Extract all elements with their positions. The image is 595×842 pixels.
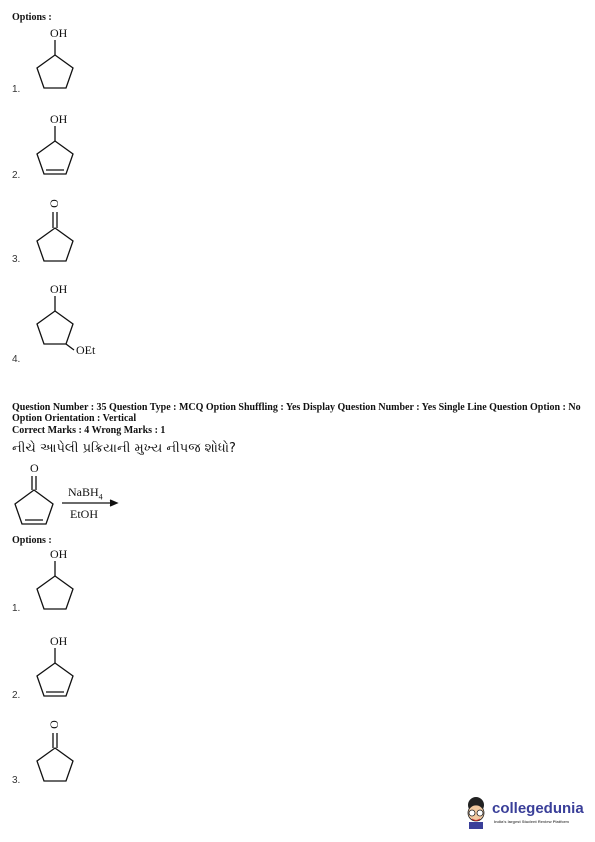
option-3-number[interactable]: 3. bbox=[12, 254, 21, 265]
question-text: નીચે આપેલી પ્રક્રિયાની મુખ્ય નીપજ શોધો? bbox=[12, 441, 236, 456]
options-label: Options : bbox=[12, 12, 52, 23]
option-1-number[interactable]: 1. bbox=[12, 84, 21, 95]
option-4-oh-label: OH bbox=[50, 282, 68, 296]
reagent-top-formula: NaBH bbox=[68, 485, 99, 499]
option-1-oh-label: OH bbox=[50, 26, 68, 40]
mascot-icon bbox=[462, 795, 492, 830]
reactant-o-label: O bbox=[30, 461, 39, 475]
question-marks: Correct Marks : 4 Wrong Marks : 1 bbox=[12, 425, 166, 436]
question-meta: Question Number : 35 Question Type : MCQ Option Shuffling : Yes Display Question Number : Yes Single Line Question Option : No Option Orientation : Vertical bbox=[12, 402, 581, 424]
collegedunia-logo bbox=[462, 795, 587, 830]
option-2-oh-label: OH bbox=[50, 112, 68, 126]
q35-option-3-o-label: O bbox=[46, 720, 61, 729]
option-3-o-label: O bbox=[46, 199, 61, 208]
reagent-top-subscript: 4 bbox=[98, 492, 103, 502]
q35-option-2-oh-label: OH bbox=[50, 634, 68, 648]
option-4-oet-label: OEt bbox=[76, 343, 96, 357]
options-label-2: Options : bbox=[12, 535, 52, 546]
q35-option-1-number[interactable]: 1. bbox=[12, 603, 21, 614]
option-2-number[interactable]: 2. bbox=[12, 170, 21, 181]
q35-option-1-oh-label: OH bbox=[50, 547, 68, 561]
q35-option-2-number[interactable]: 2. bbox=[12, 690, 21, 701]
logo-tagline: India's largest Student Review Platform bbox=[494, 819, 569, 824]
q35-option-3-number[interactable]: 3. bbox=[12, 775, 21, 786]
logo-name: collegedunia bbox=[492, 800, 584, 817]
option-4-number[interactable]: 4. bbox=[12, 354, 21, 365]
reagent-bottom: EtOH bbox=[70, 507, 98, 521]
